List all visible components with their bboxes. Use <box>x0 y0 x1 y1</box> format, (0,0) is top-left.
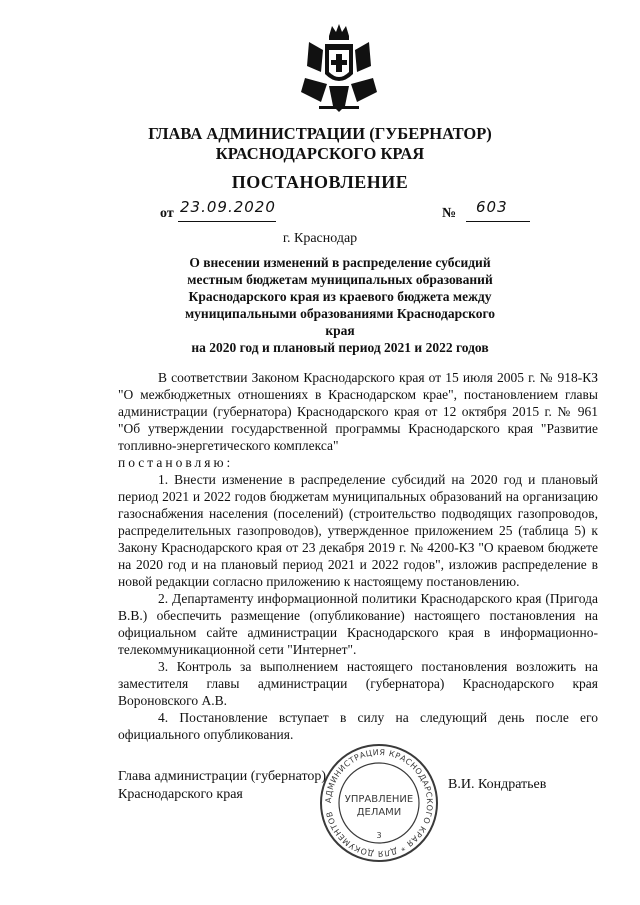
body-item-2: 2. Департаменту информационной политики Краснодарского края (Пригода В.В.) обеспечить размещение (опубликование) настоящего постановления на официальном сайте администрации Краснодарского края в информационно-телекоммуникационной сети "Интернет". <box>118 591 598 657</box>
position-line-1: Глава администрации (губернатор) <box>118 769 327 784</box>
stamp-inner-line-2: ДЕЛАМИ <box>356 807 402 818</box>
body-item-1: 1. Внести изменение в распределение субсидий на 2020 год и плановый период 2021 и 2022 годов бюджетам муниципальных образований на организацию газоснабжения населения (поселений) (строительство подводящих газопроводов, распределительных газопроводов), утвержденное приложением 25 (таблица 5) к Закону Краснодарского края от 23 декабря 2019 г. № 4200-КЗ "О краевом бюджете на 2020 год и на плановый период 2021 и 2022 годов", изложив распределение в новой редакции согласно приложению к настоящему постановлению. <box>118 472 598 589</box>
signatory-position <box>118 768 326 804</box>
date-prefix: от <box>160 206 174 221</box>
document-number: 603 <box>476 198 508 216</box>
document-body <box>118 369 598 743</box>
official-stamp <box>318 742 440 864</box>
stamp-inner-line-1: УПРАВЛЕНИЕ <box>344 794 414 805</box>
document-date: 23.09.2020 <box>180 198 276 216</box>
authority-title-line-1: ГЛАВА АДМИНИСТРАЦИИ (ГУБЕРНАТОР) <box>148 124 492 143</box>
body-item-3: 3. Контроль за выполнением настоящего постановления возложить на заместителя главы администрации (губернатора) Краснодарского края Вороновского А.В. <box>118 659 598 708</box>
decree-word: постановляю: <box>118 455 234 470</box>
document-type-heading: ПОСТАНОВЛЕНИЕ <box>231 172 409 192</box>
subject-line: О внесении изменений в распределение субсидий <box>189 255 491 270</box>
coat-of-arms-emblem <box>299 22 379 114</box>
subject-line: Краснодарского края из краевого бюджета между <box>188 289 492 304</box>
stamp-outer-text: АДМИНИСТРАЦИЯ КРАСНОДАРСКОГО КРАЯ * ДЛЯ ДОКУМЕНТОВ <box>323 747 435 859</box>
preamble-paragraph: В соответствии Законом Краснодарского края от 15 июля 2005 г. № 918-КЗ "О межбюджетных отношениях в Краснодарском крае", постановлением главы администрации (губернатора) Краснодарского края от 12 октября 2015 г. № 961 "Об утверждении государственной программы Краснодарского края "Развитие топливно-энергетического комплекса" <box>118 370 598 453</box>
stamp-number: 3 <box>376 831 382 840</box>
authority-title-line-2: КРАСНОДАРСКОГО КРАЯ <box>215 144 425 163</box>
number-prefix: № <box>442 206 457 221</box>
position-line-2: Краснодарского края <box>118 787 243 802</box>
subject-line: муниципальными образованиями Краснодарского края <box>184 306 495 338</box>
signatory-name: В.И. Кондратьев <box>448 777 547 792</box>
body-item-4: 4. Постановление вступает в силу на следующий день после его официального опубликования. <box>118 710 598 742</box>
city-line: г. Краснодар <box>282 231 358 246</box>
subject-line: на 2020 год и плановый период 2021 и 2022 годов <box>191 340 489 355</box>
document-subject <box>170 254 510 356</box>
subject-line: местным бюджетам муниципальных образований <box>187 272 493 287</box>
